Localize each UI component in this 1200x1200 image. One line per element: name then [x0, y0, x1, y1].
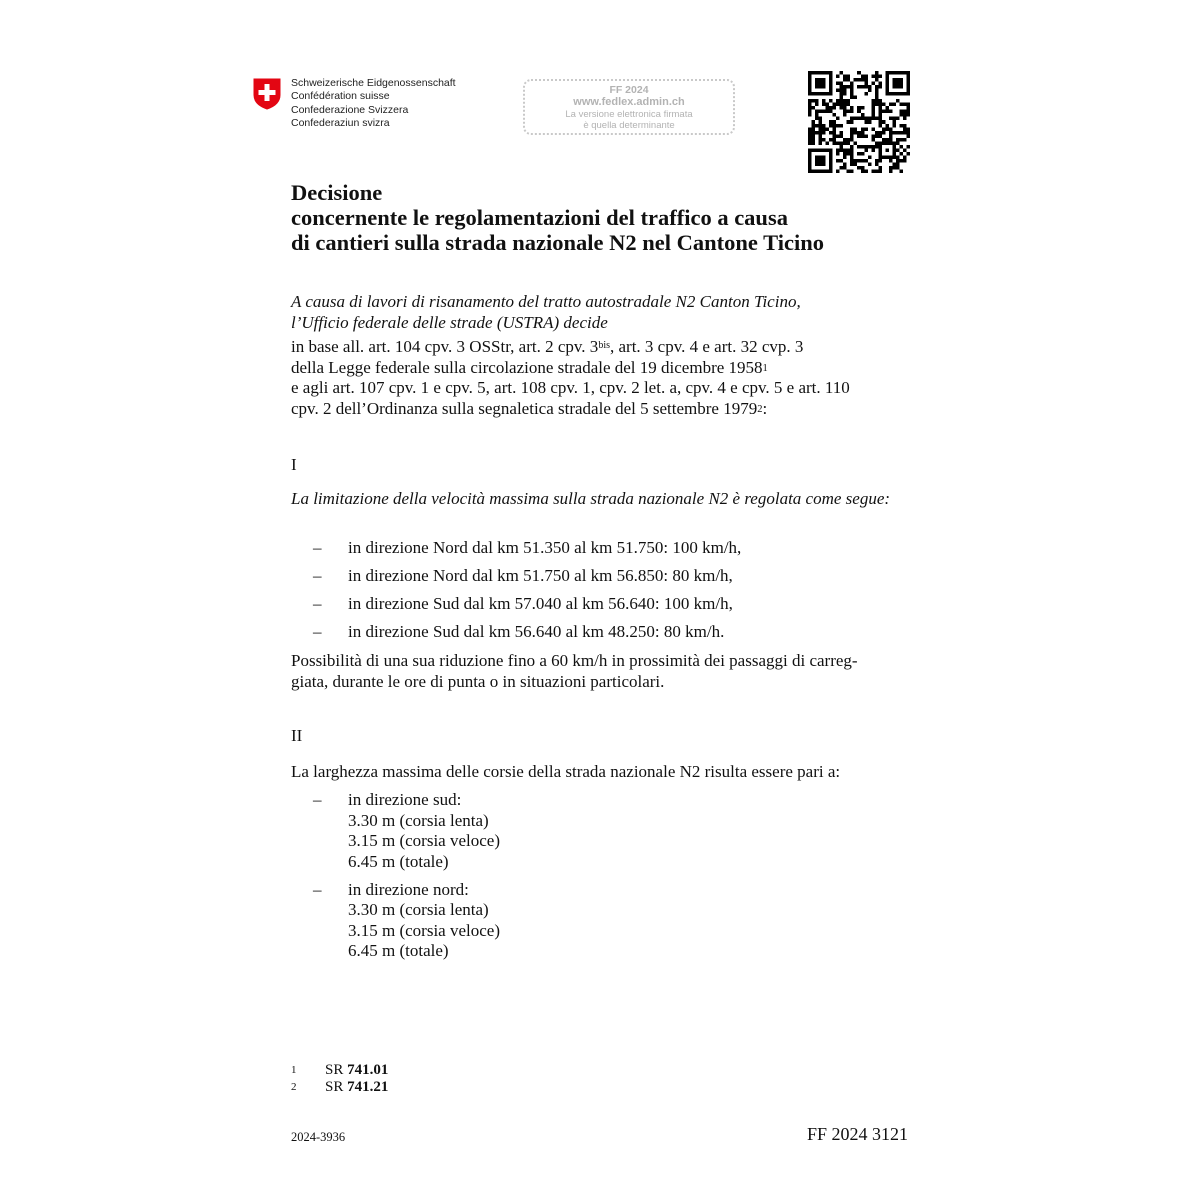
- section-2-intro: [291, 762, 909, 783]
- title-line-2: concernente le regolamentazioni del traffico a causa: [291, 205, 788, 230]
- list-item: [291, 790, 911, 872]
- section-number-1: I: [291, 455, 297, 474]
- list-item: [291, 538, 911, 559]
- legal-basis-text: cpv. 2 dell’Ordinanza sulla segnaletica stradale del 5 settembre 1979: [291, 398, 758, 418]
- note-line-1: Possibilità di una sua riduzione fino a 60 km/h in prossimità dei passaggi di carreg-: [291, 651, 858, 670]
- legal-basis-line-3: e agli art. 107 cpv. 1 e cpv. 5, art. 108 cpv. 1, cpv. 2 let. a, cpv. 4 e cpv. 5 e art. 110: [291, 378, 850, 397]
- list-item-text: in direzione Nord dal km 51.750 al km 56.850: 80 km/h,: [348, 566, 733, 585]
- stamp-website: www.fedlex.admin.ch: [573, 96, 685, 108]
- lane-width-value: 6.45 m (totale): [348, 851, 449, 871]
- direction-label: in direzione nord:: [348, 879, 469, 899]
- footnote-sr-number[interactable]: 741.21: [347, 1079, 389, 1095]
- ff-page-reference: FF 2024 3121: [806, 1124, 908, 1144]
- footnote-2: [291, 1079, 388, 1096]
- confederation-line-de: Schweizerische Eidgenossenschaft: [291, 77, 456, 89]
- document-id: 2024-3936: [291, 1130, 346, 1144]
- intro-line-1: A causa di lavori di risanamento del tratto autostradale N2 Canton Ticino,: [291, 292, 801, 311]
- title-line-1: Decisione: [291, 180, 383, 205]
- section-number-2: II: [291, 726, 303, 745]
- superscript-bis: bis: [598, 340, 610, 351]
- dash-bullet: –: [313, 594, 322, 613]
- legal-basis-line-2: [291, 358, 916, 379]
- legal-basis-line-1: [291, 337, 916, 358]
- intro-statement: [291, 292, 801, 333]
- footnote-prefix: SR: [325, 1062, 344, 1078]
- qr-code-icon: [808, 71, 910, 173]
- list-item: [291, 880, 911, 962]
- footnote-1: [291, 1062, 388, 1079]
- dash-bullet: –: [313, 790, 322, 809]
- stamp-ff-year: FF 2024: [609, 84, 649, 96]
- list-item: [291, 566, 911, 587]
- speed-reduction-note: [291, 651, 909, 692]
- list-item-text: in direzione Sud dal km 57.040 al km 56.640: 100 km/h,: [348, 594, 733, 613]
- legal-basis-text: della Legge federale sulla circolazione stradale del 19 dicembre 1958: [291, 357, 763, 377]
- confederation-line-rm: Confederaziun svizra: [291, 116, 390, 129]
- lane-width-value: 3.30 m (corsia lenta): [348, 900, 489, 919]
- confederation-name-block: [291, 77, 456, 130]
- footnote-prefix: SR: [325, 1079, 344, 1095]
- legal-basis-text: , art. 3 cpv. 4 e art. 32 cvp. 3: [609, 337, 804, 356]
- list-item-text: in direzione Nord dal km 51.350 al km 51.750: 100 km/h,: [348, 538, 742, 557]
- dash-bullet: –: [313, 538, 322, 557]
- lane-width-value: 6.45 m (totale): [348, 941, 449, 960]
- legal-basis-line-4: [291, 399, 916, 420]
- title-line-3: di cantieri sulla strada nazionale N2 nel Cantone Ticino: [291, 230, 824, 255]
- speed-limit-list: [291, 538, 911, 643]
- lane-width-list: [291, 790, 911, 962]
- stamp-note-line1: La versione elettronica firmata: [565, 109, 693, 120]
- list-item: [291, 622, 911, 643]
- confederation-line-fr: Confédération suisse: [291, 90, 390, 103]
- dash-bullet: –: [313, 879, 322, 899]
- list-item-text: in direzione Sud dal km 56.640 al km 48.250: 80 km/h.: [348, 622, 725, 641]
- legal-basis-text: in base all. art. 104 cpv. 3 OSStr, art. 2 cpv. 3: [291, 337, 599, 356]
- dash-bullet: –: [313, 622, 322, 641]
- footnote-ref-1[interactable]: 1: [762, 362, 768, 374]
- lane-width-value: 3.15 m (corsia veloce): [348, 831, 500, 850]
- stamp-note-line2: è quella determinante: [583, 120, 675, 131]
- footnote-number: 1: [291, 1064, 297, 1076]
- direction-label: in direzione sud:: [348, 790, 462, 809]
- section-2-intro-text: La larghezza massima delle corsie della strada nazionale N2 risulta essere pari a:: [291, 762, 841, 781]
- list-item: [291, 594, 911, 615]
- electronic-signature-stamp: [523, 79, 735, 135]
- footnote-sr-number[interactable]: 741.01: [347, 1062, 389, 1078]
- footnote-number: 2: [291, 1081, 297, 1093]
- legal-basis-colon: :: [762, 398, 768, 418]
- confederation-line-it: Confederazione Svizzera: [291, 103, 409, 116]
- swiss-coat-of-arms-icon: [253, 78, 281, 110]
- document-title: [291, 180, 931, 255]
- intro-line-2: l’Ufficio federale delle strade (USTRA) decide: [291, 312, 608, 332]
- lane-width-value: 3.15 m (corsia veloce): [348, 920, 500, 940]
- section-1-intro: La limitazione della velocità massima sulla strada nazionale N2 è regolata come segue:: [291, 489, 891, 508]
- footnote-ref-2[interactable]: 2: [757, 403, 763, 415]
- note-line-2: giata, durante le ore di punta o in situazioni particolari.: [291, 671, 665, 691]
- dash-bullet: –: [313, 566, 322, 585]
- legal-basis: [291, 337, 916, 419]
- lane-width-value: 3.30 m (corsia lenta): [348, 810, 489, 830]
